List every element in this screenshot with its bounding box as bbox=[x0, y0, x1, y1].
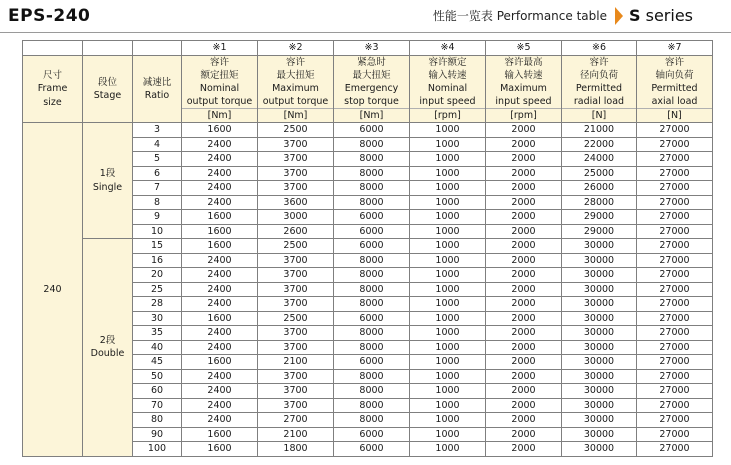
emergency-torque-cell: 8000 bbox=[334, 253, 410, 268]
ratio-cell: 60 bbox=[133, 384, 182, 399]
axial-load-cell: 27000 bbox=[637, 282, 713, 297]
radial-load-cell: 30000 bbox=[562, 355, 637, 370]
col-axial-load: 容许 轴向负荷 Permitted axial load [N] bbox=[637, 56, 713, 123]
maximum-torque-cell: 2100 bbox=[258, 355, 334, 370]
axial-load-cell: 27000 bbox=[637, 398, 713, 413]
maximum-torque-cell: 3700 bbox=[258, 369, 334, 384]
nominal-speed-cell: 1000 bbox=[410, 152, 486, 167]
header-rule bbox=[0, 32, 731, 33]
axial-load-cell: 27000 bbox=[637, 384, 713, 399]
axial-load-cell: 27000 bbox=[637, 123, 713, 138]
maximum-speed-cell: 2000 bbox=[486, 384, 562, 399]
table-row bbox=[23, 123, 713, 138]
nominal-speed-cell: 1000 bbox=[410, 224, 486, 239]
radial-load-cell: 30000 bbox=[562, 442, 637, 457]
emergency-torque-cell: 6000 bbox=[334, 224, 410, 239]
radial-load-cell: 30000 bbox=[562, 413, 637, 428]
axial-load-cell: 27000 bbox=[637, 210, 713, 225]
radial-load-cell: 30000 bbox=[562, 253, 637, 268]
nominal-speed-cell: 1000 bbox=[410, 355, 486, 370]
maximum-torque-cell: 3700 bbox=[258, 181, 334, 196]
note-2: ※2 bbox=[258, 41, 334, 56]
nominal-speed-cell: 1000 bbox=[410, 210, 486, 225]
nominal-speed-cell: 1000 bbox=[410, 195, 486, 210]
emergency-torque-cell: 6000 bbox=[334, 355, 410, 370]
ratio-cell: 5 bbox=[133, 152, 182, 167]
nominal-speed-cell: 1000 bbox=[410, 123, 486, 138]
radial-load-cell: 26000 bbox=[562, 181, 637, 196]
table-row bbox=[23, 239, 713, 254]
emergency-torque-cell: 8000 bbox=[334, 369, 410, 384]
ratio-cell: 6 bbox=[133, 166, 182, 181]
ratio-cell: 25 bbox=[133, 282, 182, 297]
radial-load-cell: 30000 bbox=[562, 427, 637, 442]
nominal-torque-cell: 2400 bbox=[182, 253, 258, 268]
emergency-torque-cell: 8000 bbox=[334, 340, 410, 355]
note-3: ※3 bbox=[334, 41, 410, 56]
maximum-speed-cell: 2000 bbox=[486, 152, 562, 167]
ratio-cell: 70 bbox=[133, 398, 182, 413]
axial-load-cell: 27000 bbox=[637, 224, 713, 239]
nominal-torque-cell: 2400 bbox=[182, 398, 258, 413]
nominal-torque-cell: 2400 bbox=[182, 340, 258, 355]
radial-load-cell: 30000 bbox=[562, 369, 637, 384]
radial-load-cell: 21000 bbox=[562, 123, 637, 138]
emergency-torque-cell: 8000 bbox=[334, 195, 410, 210]
nominal-speed-cell: 1000 bbox=[410, 181, 486, 196]
radial-load-cell: 30000 bbox=[562, 326, 637, 341]
nominal-speed-cell: 1000 bbox=[410, 282, 486, 297]
nominal-speed-cell: 1000 bbox=[410, 340, 486, 355]
stage-cell-double: 2段 Double bbox=[83, 239, 133, 457]
ratio-cell: 80 bbox=[133, 413, 182, 428]
note-5: ※5 bbox=[486, 41, 562, 56]
maximum-speed-cell: 2000 bbox=[486, 210, 562, 225]
stage-cell-single: 1段 Single bbox=[83, 123, 133, 239]
nominal-speed-cell: 1000 bbox=[410, 442, 486, 457]
nominal-speed-cell: 1000 bbox=[410, 413, 486, 428]
nominal-speed-cell: 1000 bbox=[410, 384, 486, 399]
nominal-torque-cell: 1600 bbox=[182, 210, 258, 225]
maximum-torque-cell: 2500 bbox=[258, 311, 334, 326]
emergency-torque-cell: 6000 bbox=[334, 427, 410, 442]
nominal-torque-cell: 1600 bbox=[182, 355, 258, 370]
emergency-torque-cell: 8000 bbox=[334, 297, 410, 312]
axial-load-cell: 27000 bbox=[637, 355, 713, 370]
nominal-torque-cell: 1600 bbox=[182, 239, 258, 254]
maximum-torque-cell: 3700 bbox=[258, 152, 334, 167]
maximum-speed-cell: 2000 bbox=[486, 297, 562, 312]
nominal-torque-cell: 1600 bbox=[182, 427, 258, 442]
nominal-torque-cell: 2400 bbox=[182, 181, 258, 196]
maximum-speed-cell: 2000 bbox=[486, 123, 562, 138]
ratio-cell: 90 bbox=[133, 427, 182, 442]
radial-load-cell: 30000 bbox=[562, 282, 637, 297]
maximum-torque-cell: 2600 bbox=[258, 224, 334, 239]
col-nominal-input-speed: 容许额定 输入转速 Nominal input speed [rpm] bbox=[410, 56, 486, 123]
col-frame-size: 尺寸 Frame size bbox=[23, 56, 83, 123]
col-emergency-torque: 紧急时 最大扭矩 Emergency stop torque [Nm] bbox=[334, 56, 410, 123]
radial-load-cell: 30000 bbox=[562, 297, 637, 312]
col-maximum-input-speed: 容许最高 输入转速 Maximum input speed [rpm] bbox=[486, 56, 562, 123]
radial-load-cell: 22000 bbox=[562, 137, 637, 152]
maximum-torque-cell: 2500 bbox=[258, 123, 334, 138]
axial-load-cell: 27000 bbox=[637, 311, 713, 326]
radial-load-cell: 30000 bbox=[562, 398, 637, 413]
maximum-torque-cell: 3700 bbox=[258, 166, 334, 181]
nominal-torque-cell: 2400 bbox=[182, 369, 258, 384]
maximum-torque-cell: 3600 bbox=[258, 195, 334, 210]
maximum-speed-cell: 2000 bbox=[486, 427, 562, 442]
axial-load-cell: 27000 bbox=[637, 195, 713, 210]
radial-load-cell: 30000 bbox=[562, 384, 637, 399]
col-stage: 段位 Stage bbox=[83, 56, 133, 123]
nominal-torque-cell: 1600 bbox=[182, 123, 258, 138]
maximum-torque-cell: 2500 bbox=[258, 239, 334, 254]
nominal-speed-cell: 1000 bbox=[410, 311, 486, 326]
note-4: ※4 bbox=[410, 41, 486, 56]
maximum-torque-cell: 3700 bbox=[258, 340, 334, 355]
maximum-speed-cell: 2000 bbox=[486, 195, 562, 210]
header-right bbox=[433, 6, 693, 25]
nominal-torque-cell: 2400 bbox=[182, 195, 258, 210]
maximum-speed-cell: 2000 bbox=[486, 224, 562, 239]
emergency-torque-cell: 8000 bbox=[334, 326, 410, 341]
axial-load-cell: 27000 bbox=[637, 369, 713, 384]
radial-load-cell: 30000 bbox=[562, 268, 637, 283]
nominal-torque-cell: 2400 bbox=[182, 282, 258, 297]
axial-load-cell: 27000 bbox=[637, 442, 713, 457]
emergency-torque-cell: 8000 bbox=[334, 398, 410, 413]
nominal-speed-cell: 1000 bbox=[410, 326, 486, 341]
maximum-torque-cell: 3700 bbox=[258, 297, 334, 312]
column-header-row bbox=[23, 56, 713, 123]
nominal-speed-cell: 1000 bbox=[410, 137, 486, 152]
ratio-cell: 28 bbox=[133, 297, 182, 312]
page-title: EPS-240 bbox=[8, 6, 91, 26]
maximum-speed-cell: 2000 bbox=[486, 326, 562, 341]
ratio-cell: 8 bbox=[133, 195, 182, 210]
maximum-speed-cell: 2000 bbox=[486, 253, 562, 268]
note-6: ※6 bbox=[562, 41, 637, 56]
maximum-torque-cell: 3700 bbox=[258, 326, 334, 341]
series-word: series bbox=[645, 6, 693, 25]
maximum-torque-cell: 3700 bbox=[258, 282, 334, 297]
axial-load-cell: 27000 bbox=[637, 137, 713, 152]
emergency-torque-cell: 6000 bbox=[334, 442, 410, 457]
radial-load-cell: 28000 bbox=[562, 195, 637, 210]
axial-load-cell: 27000 bbox=[637, 181, 713, 196]
axial-load-cell: 27000 bbox=[637, 152, 713, 167]
frame-size-cell: 240 bbox=[23, 123, 83, 457]
emergency-torque-cell: 8000 bbox=[334, 268, 410, 283]
nominal-speed-cell: 1000 bbox=[410, 369, 486, 384]
nominal-torque-cell: 2400 bbox=[182, 297, 258, 312]
axial-load-cell: 27000 bbox=[637, 268, 713, 283]
nominal-torque-cell: 1600 bbox=[182, 442, 258, 457]
axial-load-cell: 27000 bbox=[637, 413, 713, 428]
nominal-speed-cell: 1000 bbox=[410, 239, 486, 254]
maximum-torque-cell: 3700 bbox=[258, 137, 334, 152]
emergency-torque-cell: 8000 bbox=[334, 282, 410, 297]
nominal-speed-cell: 1000 bbox=[410, 253, 486, 268]
maximum-speed-cell: 2000 bbox=[486, 282, 562, 297]
ratio-cell: 15 bbox=[133, 239, 182, 254]
maximum-speed-cell: 2000 bbox=[486, 413, 562, 428]
performance-table-label: 性能一览表 Performance table bbox=[432, 9, 607, 23]
ratio-cell: 10 bbox=[133, 224, 182, 239]
nominal-speed-cell: 1000 bbox=[410, 268, 486, 283]
emergency-torque-cell: 8000 bbox=[334, 152, 410, 167]
axial-load-cell: 27000 bbox=[637, 297, 713, 312]
col-ratio: 减速比 Ratio bbox=[133, 56, 182, 123]
maximum-torque-cell: 2700 bbox=[258, 413, 334, 428]
maximum-speed-cell: 2000 bbox=[486, 398, 562, 413]
nominal-torque-cell: 2400 bbox=[182, 268, 258, 283]
emergency-torque-cell: 6000 bbox=[334, 123, 410, 138]
note-row bbox=[23, 41, 713, 56]
maximum-torque-cell: 3700 bbox=[258, 253, 334, 268]
radial-load-cell: 25000 bbox=[562, 166, 637, 181]
nominal-torque-cell: 2400 bbox=[182, 413, 258, 428]
emergency-torque-cell: 8000 bbox=[334, 384, 410, 399]
col-nominal-torque: 容许 额定扭矩 Nominal output torque [Nm] bbox=[182, 56, 258, 123]
maximum-speed-cell: 2000 bbox=[486, 239, 562, 254]
maximum-speed-cell: 2000 bbox=[486, 268, 562, 283]
emergency-torque-cell: 8000 bbox=[334, 166, 410, 181]
radial-load-cell: 29000 bbox=[562, 210, 637, 225]
maximum-torque-cell: 3700 bbox=[258, 384, 334, 399]
ratio-cell: 3 bbox=[133, 123, 182, 138]
ratio-cell: 7 bbox=[133, 181, 182, 196]
maximum-speed-cell: 2000 bbox=[486, 369, 562, 384]
col-maximum-torque: 容许 最大扭矩 Maximum output torque [Nm] bbox=[258, 56, 334, 123]
radial-load-cell: 24000 bbox=[562, 152, 637, 167]
ratio-cell: 9 bbox=[133, 210, 182, 225]
maximum-speed-cell: 2000 bbox=[486, 311, 562, 326]
nominal-torque-cell: 2400 bbox=[182, 326, 258, 341]
chevron-right-icon bbox=[615, 7, 623, 25]
ratio-cell: 16 bbox=[133, 253, 182, 268]
maximum-speed-cell: 2000 bbox=[486, 137, 562, 152]
ratio-cell: 30 bbox=[133, 311, 182, 326]
nominal-speed-cell: 1000 bbox=[410, 297, 486, 312]
radial-load-cell: 30000 bbox=[562, 340, 637, 355]
maximum-torque-cell: 3700 bbox=[258, 398, 334, 413]
col-radial-load: 容许 径向负荷 Permitted radial load [N] bbox=[562, 56, 637, 123]
ratio-cell: 45 bbox=[133, 355, 182, 370]
axial-load-cell: 27000 bbox=[637, 166, 713, 181]
maximum-torque-cell: 1800 bbox=[258, 442, 334, 457]
note-1: ※1 bbox=[182, 41, 258, 56]
maximum-torque-cell: 2100 bbox=[258, 427, 334, 442]
maximum-speed-cell: 2000 bbox=[486, 442, 562, 457]
ratio-cell: 20 bbox=[133, 268, 182, 283]
performance-table bbox=[22, 40, 713, 457]
ratio-cell: 4 bbox=[133, 137, 182, 152]
emergency-torque-cell: 8000 bbox=[334, 137, 410, 152]
series-label bbox=[629, 6, 693, 25]
emergency-torque-cell: 8000 bbox=[334, 413, 410, 428]
maximum-speed-cell: 2000 bbox=[486, 181, 562, 196]
radial-load-cell: 30000 bbox=[562, 311, 637, 326]
axial-load-cell: 27000 bbox=[637, 239, 713, 254]
ratio-cell: 35 bbox=[133, 326, 182, 341]
maximum-speed-cell: 2000 bbox=[486, 340, 562, 355]
table-body bbox=[23, 123, 713, 457]
axial-load-cell: 27000 bbox=[637, 326, 713, 341]
axial-load-cell: 27000 bbox=[637, 253, 713, 268]
maximum-torque-cell: 3000 bbox=[258, 210, 334, 225]
nominal-speed-cell: 1000 bbox=[410, 427, 486, 442]
note-7: ※7 bbox=[637, 41, 713, 56]
nominal-torque-cell: 2400 bbox=[182, 166, 258, 181]
emergency-torque-cell: 8000 bbox=[334, 181, 410, 196]
radial-load-cell: 30000 bbox=[562, 239, 637, 254]
nominal-speed-cell: 1000 bbox=[410, 398, 486, 413]
emergency-torque-cell: 6000 bbox=[334, 311, 410, 326]
nominal-torque-cell: 1600 bbox=[182, 311, 258, 326]
series-letter: S bbox=[628, 6, 641, 25]
radial-load-cell: 29000 bbox=[562, 224, 637, 239]
axial-load-cell: 27000 bbox=[637, 340, 713, 355]
emergency-torque-cell: 6000 bbox=[334, 210, 410, 225]
nominal-torque-cell: 2400 bbox=[182, 384, 258, 399]
maximum-speed-cell: 2000 bbox=[486, 355, 562, 370]
nominal-speed-cell: 1000 bbox=[410, 166, 486, 181]
ratio-cell: 40 bbox=[133, 340, 182, 355]
nominal-torque-cell: 2400 bbox=[182, 137, 258, 152]
emergency-torque-cell: 6000 bbox=[334, 239, 410, 254]
ratio-cell: 50 bbox=[133, 369, 182, 384]
nominal-torque-cell: 2400 bbox=[182, 152, 258, 167]
ratio-cell: 100 bbox=[133, 442, 182, 457]
maximum-speed-cell: 2000 bbox=[486, 166, 562, 181]
maximum-torque-cell: 3700 bbox=[258, 268, 334, 283]
nominal-torque-cell: 1600 bbox=[182, 224, 258, 239]
axial-load-cell: 27000 bbox=[637, 427, 713, 442]
